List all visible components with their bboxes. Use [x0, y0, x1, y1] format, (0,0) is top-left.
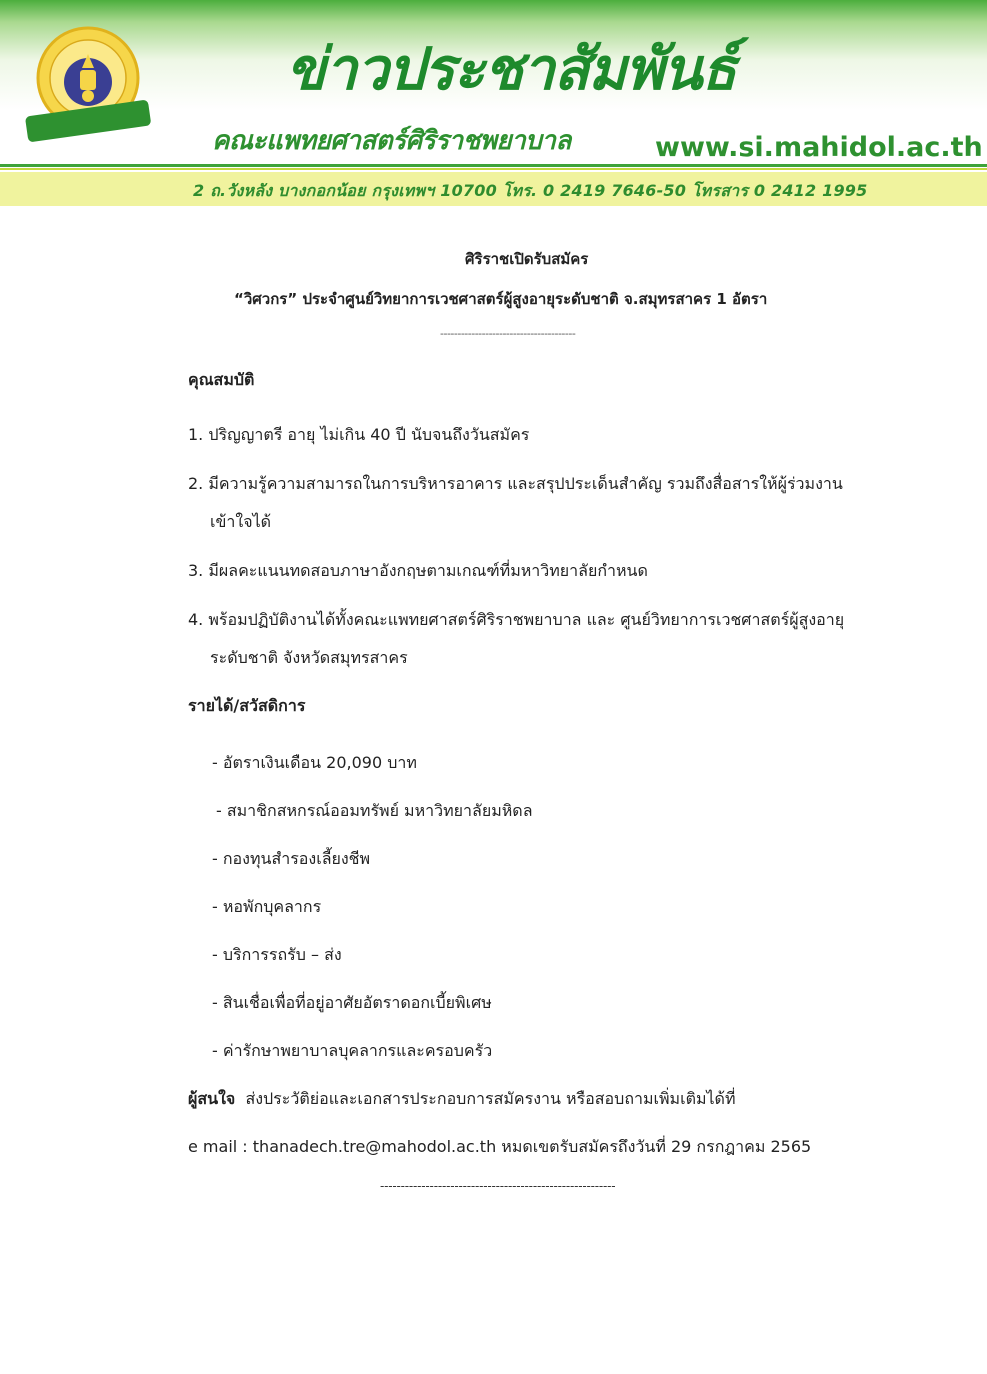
- benefit-item: - ค่ารักษาพยาบาลบุคลากรและครอบครัว: [212, 1041, 493, 1060]
- benefit-item: - สินเชื่อเพื่อที่อยู่อาศัยอัตราดอกเบี้ยพิเศษ: [212, 993, 492, 1012]
- siriraj-seal-icon: [20, 20, 156, 146]
- contact-paragraph: [188, 1087, 735, 1112]
- benefit-item: - บริการรถรับ – ส่ง: [212, 945, 342, 964]
- contact-label: ผู้สนใจ: [188, 1089, 236, 1108]
- header-rule-yellow: [0, 168, 987, 170]
- qualification-item: 4. พร้อมปฏิบัติงานได้ทั้งคณะแพทยศาสตร์ศิริราชพยาบาล และ ศูนย์วิทยาการเวชศาสตร์ผู้สูงอายุ: [188, 610, 845, 629]
- benefits-heading: รายได้/สวัสดิการ: [188, 696, 306, 715]
- qualification-item: 2. มีความรู้ความสามารถในการบริหารอาคาร และสรุปประเด็นสำคัญ รวมถึงสื่อสารให้ผู้ร่วมงาน: [188, 474, 843, 493]
- qualification-item-continued: เข้าใจได้: [210, 512, 272, 531]
- benefit-item: - อัตราเงินเดือน 20,090 บาท: [212, 753, 417, 772]
- announcement-title: ศิริราชเปิดรับสมัคร: [465, 250, 589, 268]
- announcement-subtitle: “วิศวกร” ประจำศูนย์วิทยาการเวชศาสตร์ผู้สูงอายุระดับชาติ จ.สมุทรสาคร 1 อัตรา: [234, 290, 768, 308]
- benefit-item: - สมาชิกสหกรณ์ออมทรัพย์ มหาวิทยาลัยมหิดล: [216, 801, 533, 820]
- brand-title: ข่าวประชาสัมพันธ์: [286, 35, 736, 103]
- qualification-item: 3. มีผลคะแนนทดสอบภาษาอังกฤษตามเกณฑ์ที่มหาวิทยาลัยกำหนด: [188, 561, 648, 580]
- qualification-item-continued: ระดับชาติ จังหวัดสมุทรสาคร: [210, 648, 408, 667]
- end-separator: ---------------------------------------------------------: [380, 1179, 616, 1193]
- contact-text: ส่งประวัติย่อและเอกสารประกอบการสมัครงาน หรือสอบถามเพิ่มเติมได้ที่: [245, 1089, 736, 1108]
- qualification-item: 1. ปริญญาตรี อายุ ไม่เกิน 40 ปี นับจนถึงวันสมัคร: [188, 425, 530, 444]
- contact-email-deadline[interactable]: e mail : thanadech.tre@mahodol.ac.th หมดเขตรับสมัครถึงวันที่ 29 กรกฎาคม 2565: [188, 1137, 812, 1156]
- benefit-item: - หอพักบุคลากร: [212, 897, 322, 916]
- benefit-item: - กองทุนสำรองเลี้ยงชีพ: [212, 849, 371, 868]
- qualifications-heading: คุณสมบัติ: [188, 370, 255, 389]
- address-text: 2 ถ.วังหลัง บางกอกน้อย กรุงเทพฯ 10700 โทร. 0 2419 7646-50 โทรสาร 0 2412 1995: [193, 181, 868, 200]
- letterhead-header: [0, 0, 987, 206]
- title-separator: ---------------------------------------: [440, 327, 576, 340]
- website-link[interactable]: www.si.mahidol.ac.th: [655, 132, 983, 163]
- header-rule-green: [0, 164, 987, 167]
- faculty-name: คณะแพทยศาสตร์ศิริราชพยาบาล: [212, 126, 571, 156]
